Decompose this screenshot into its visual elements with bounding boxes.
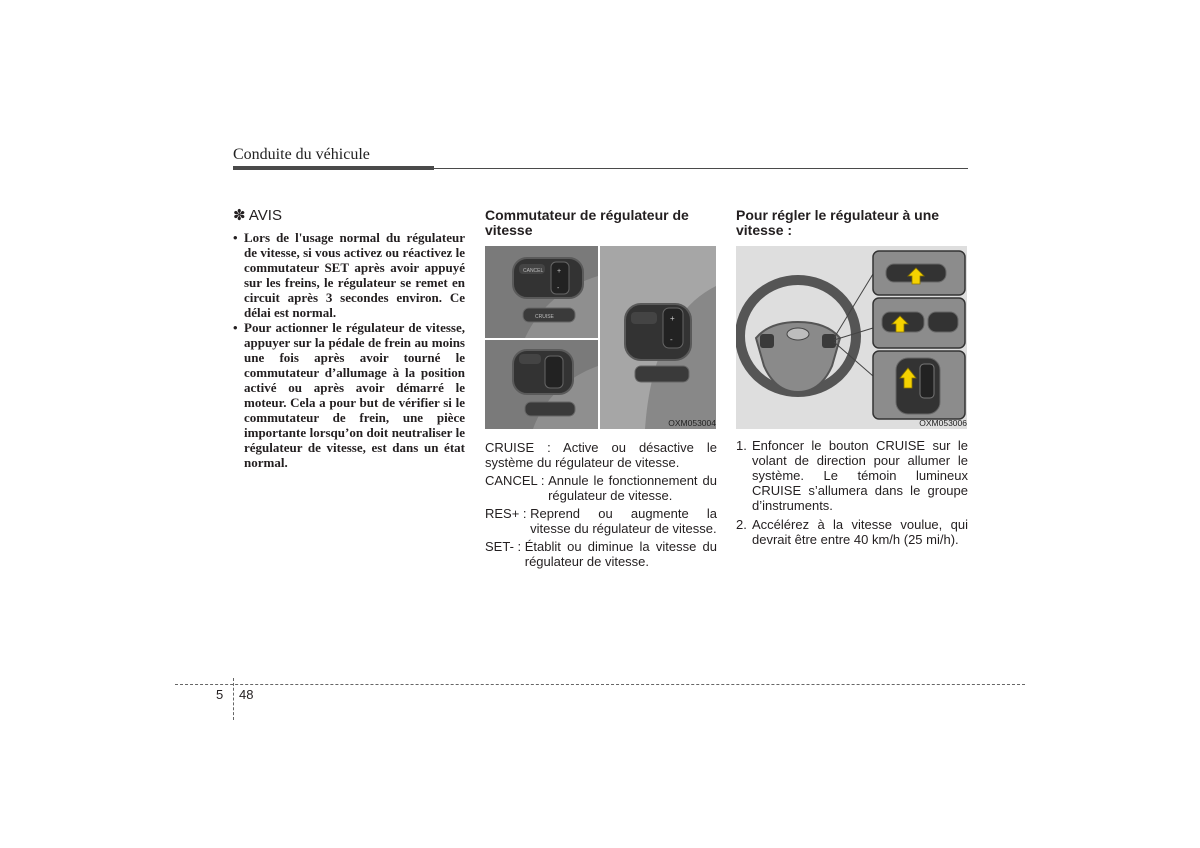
def-term: CANCEL :	[485, 473, 549, 488]
header-rule-thin	[434, 168, 968, 169]
switch-figure	[485, 246, 716, 429]
chapter-number: 5	[216, 687, 224, 702]
avis-item	[233, 320, 465, 470]
def-text: Établit ou diminue la vitesse du régulateur de vitesse.	[524, 539, 717, 569]
avis-heading: ✽ AVIS	[233, 207, 282, 224]
section-title: Conduite du véhicule	[233, 146, 370, 163]
set-heading-text: Pour régler le régulateur à une vitesse :	[736, 207, 940, 238]
switch-heading	[485, 208, 717, 238]
panel-top-left	[485, 246, 598, 338]
step-number: 1.	[736, 438, 747, 453]
def-text: Annule le fonctionnement du régulateur de vitesse.	[548, 473, 717, 503]
step-item	[736, 517, 968, 547]
def-term: SET- :	[485, 539, 525, 554]
switch-illustration	[485, 246, 716, 429]
definition-cruise	[485, 440, 717, 470]
avis-item	[233, 230, 465, 320]
step-number: 2.	[736, 517, 747, 532]
bullet: •	[233, 230, 238, 245]
header-rule-thick	[233, 166, 434, 170]
avis-list	[233, 230, 465, 470]
svg-text:+: +	[557, 268, 562, 275]
svg-text:+: +	[670, 314, 675, 323]
inset-set	[873, 298, 965, 348]
figure-code: OXM053004	[668, 418, 716, 428]
step-item	[736, 438, 968, 513]
steering-wheel-illustration	[736, 246, 967, 429]
def-term: RES+ :	[485, 506, 531, 521]
def-term: CRUISE :	[485, 440, 564, 455]
bullet: •	[233, 320, 238, 335]
set-heading	[736, 208, 968, 238]
steering-figure	[736, 246, 967, 429]
avis-item-text: Lors de l'usage normal du régulateur de vitesse, si vous activez ou réactivez le commutateur SET après avoir appuyé sur les freins, le régulateur se remet en circuit après 3 secondes environ. Ce délai est normal.	[244, 230, 465, 320]
panel-right	[600, 246, 716, 429]
footer-divider	[233, 678, 234, 720]
label-cancel: CANCEL	[523, 268, 544, 274]
footer-rule	[175, 684, 1025, 685]
def-text: Active ou désactive le système du régulateur de vitesse.	[485, 440, 717, 470]
label-cruise: CRUISE	[535, 314, 554, 320]
definition-res	[485, 506, 717, 536]
inset-cruise	[873, 251, 965, 295]
svg-text:-: -	[670, 335, 673, 344]
svg-text:-: -	[557, 285, 560, 292]
avis-item-text: Pour actionner le régulateur de vitesse, appuyer sur la pédale de frein au moins une fois après avoir tourné le commutateur d’allumage à la position activé ou après avoir démarré le moteur. Cela a pour but de vérifier si le commutateur de frein, une pièce importante lorsqu’on doit neutraliser le régulateur de vitesse, est dans un état normal.	[244, 320, 465, 470]
page-number: 48	[239, 687, 254, 702]
avis-box	[233, 206, 465, 470]
steps-list	[736, 438, 968, 551]
definition-set	[485, 539, 717, 569]
step-text: Accélérez à la vitesse voulue, qui devrait être entre 40 km/h (25 mi/h).	[752, 517, 968, 547]
definitions	[485, 440, 717, 572]
inset-res	[873, 351, 965, 419]
def-text: Reprend ou augmente la vitesse du régulateur de vitesse.	[530, 506, 717, 536]
step-text: Enfoncer le bouton CRUISE sur le volant de direction pour allumer le système. Le témoin lumineux CRUISE s’allumera dans le groupe d’instruments.	[752, 438, 968, 513]
definition-cancel	[485, 473, 717, 503]
panel-bottom-left	[485, 340, 598, 429]
switch-heading-text: Commutateur de régulateur de vitesse	[485, 207, 689, 238]
figure-code: OXM053006	[919, 418, 967, 428]
